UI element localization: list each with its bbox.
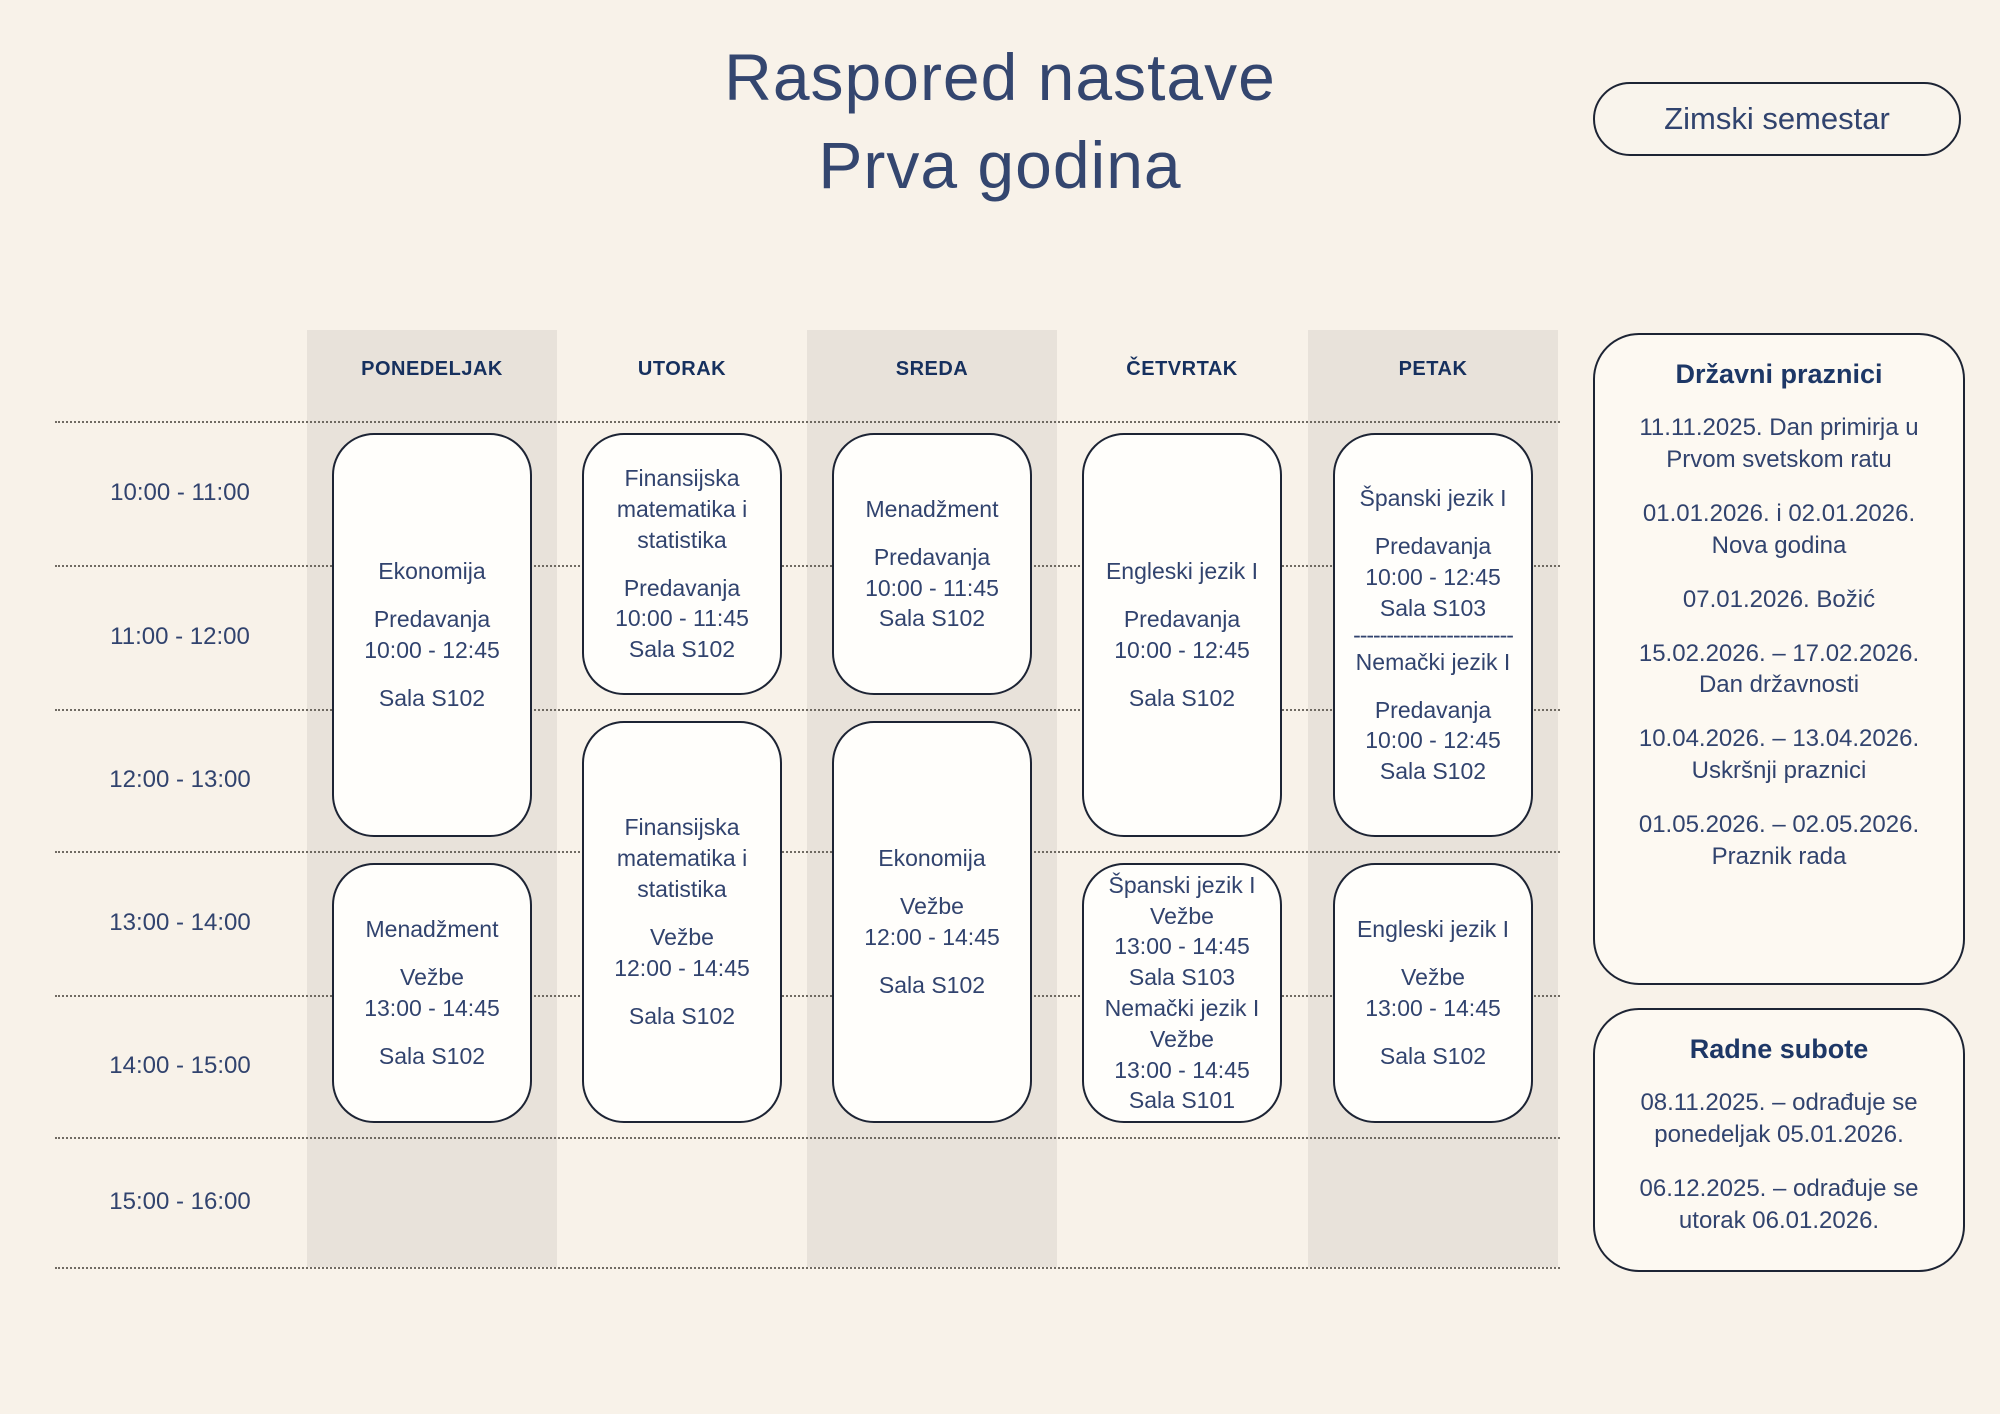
card-text-line: Sala S102: [1379, 758, 1487, 785]
grid-row-line: [55, 421, 1560, 423]
holiday-item: 07.01.2026. Božić: [1682, 585, 1876, 613]
class-card: [332, 433, 532, 837]
card-text-line: Sala S103: [1379, 594, 1487, 621]
page-title-line2: Prva godina: [818, 127, 1182, 202]
time-slot-label: 10:00 - 11:00: [110, 479, 250, 506]
class-card: [832, 433, 1032, 695]
card-text-line: Nemački jezik I: [1355, 648, 1511, 675]
page-title-line1: Raspored nastave: [724, 40, 1276, 114]
class-card: [1082, 863, 1282, 1123]
card-text-line: Ekonomija: [878, 845, 986, 872]
time-slot-label: 13:00 - 14:00: [109, 909, 251, 936]
card-text-line: Finansijska matematika i statistika: [616, 464, 748, 553]
card-text-line: Predavanja: [1374, 533, 1492, 560]
card-text-line: Sala S102: [628, 636, 736, 663]
class-card: [1333, 863, 1533, 1123]
class-card: [582, 721, 782, 1123]
card-text-line: 10:00 - 12:45: [1365, 563, 1501, 590]
card-text-line: Engleski jezik I: [1105, 558, 1259, 585]
card-text-line: Sala S102: [378, 1043, 486, 1070]
time-slot-label: 11:00 - 12:00: [110, 623, 250, 650]
card-text-line: 10:00 - 11:45: [865, 574, 999, 601]
card-text-line: Menadžment: [865, 495, 999, 522]
card-text-line: 10:00 - 12:45: [364, 637, 500, 663]
holiday-item: 01.05.2026. – 02.05.2026. Praznik rada: [1638, 811, 1920, 871]
card-text-line: Predavanja: [623, 574, 741, 601]
saturdays-panel-title: Radne subote: [1689, 1034, 1869, 1064]
card-text-line: Vežbe: [900, 893, 964, 920]
page-title: [400, 34, 1600, 210]
day-header-utorak: UTORAK: [637, 358, 727, 380]
day-header-četvrtak: ČETVRTAK: [1126, 358, 1238, 380]
holiday-item: 01.01.2026. i 02.01.2026. Nova godina: [1642, 499, 1916, 559]
holidays-panel: [1593, 333, 1965, 985]
time-slot-label: 12:00 - 13:00: [109, 766, 251, 793]
card-text-line: Vežbe: [650, 924, 714, 950]
card-text-line: 10:00 - 12:45: [1114, 637, 1250, 663]
card-text-line: 13:00 - 14:45: [1365, 995, 1501, 1021]
card-text-line: 10:00 - 12:45: [1365, 727, 1501, 754]
grid-row-line: [55, 1267, 1560, 1269]
card-text-line: 12:00 - 14:45: [614, 954, 750, 981]
card-text-line: 13:00 - 14:45: [1114, 933, 1250, 960]
card-text-line: Menadžment: [365, 916, 499, 943]
day-header-sreda: SREDA: [895, 358, 969, 380]
card-text-line: 12:00 - 14:45: [864, 924, 1000, 950]
class-card: [332, 863, 532, 1123]
holidays-panel-title: Državni praznici: [1675, 359, 1883, 389]
card-text-line: Finansijska matematika i statistika: [616, 814, 748, 902]
card-text-line: Vežbe: [1150, 902, 1214, 929]
card-text-line: Španski jezik I: [1108, 871, 1256, 898]
card-text-line: Španski jezik I: [1359, 485, 1507, 511]
saturdays-panel: [1593, 1008, 1965, 1272]
card-text-line: Sala S102: [1379, 1043, 1487, 1070]
card-text-line: Nemački jezik I: [1104, 995, 1260, 1021]
time-slot-label: 14:00 - 15:00: [109, 1052, 251, 1079]
holiday-item: 11.11.2025. Dan primirja u Prvom svetskom ratu: [1639, 414, 1919, 473]
card-text-line: Sala S102: [628, 1002, 736, 1029]
holidays-list: [1617, 412, 1941, 873]
card-text-line: Sala S101: [1128, 1087, 1236, 1114]
card-text-line: Vežbe: [400, 964, 464, 991]
saturday-item: 06.12.2025. – odrađuje se utorak 06.01.2026.: [1639, 1174, 1919, 1234]
card-text-line: Sala S102: [1128, 685, 1236, 712]
card-text-line: Sala S102: [878, 972, 986, 999]
card-text-line: Predavanja: [873, 543, 991, 570]
holiday-item: 10.04.2026. – 13.04.2026. Uskršnji praznici: [1638, 725, 1920, 785]
semester-badge[interactable]: Zimski semestar: [1593, 82, 1961, 156]
time-slot-label: 15:00 - 16:00: [109, 1188, 251, 1215]
card-text-line: Sala S103: [1128, 964, 1236, 991]
card-text-line: 10:00 - 11:45: [615, 605, 749, 632]
class-card: [582, 433, 782, 695]
card-text-line: 13:00 - 14:45: [1114, 1056, 1250, 1083]
card-text-line: Vežbe: [1401, 964, 1465, 991]
card-text-line: Predavanja: [373, 606, 491, 633]
class-card: [832, 721, 1032, 1123]
card-text-line: Vežbe: [1150, 1025, 1214, 1052]
saturdays-list: [1617, 1087, 1941, 1237]
day-header-ponedeljak: PONEDELJAK: [361, 358, 503, 380]
card-text-line: Ekonomija: [378, 558, 486, 585]
card-text-line: Engleski jezik I: [1356, 916, 1510, 943]
class-card: [1082, 433, 1282, 837]
class-card: [1333, 433, 1533, 837]
saturday-item: 08.11.2025. – odrađuje se ponedeljak 05.01.2026.: [1640, 1089, 1918, 1148]
card-text-line: Predavanja: [1123, 606, 1241, 633]
card-divider: ------------------------: [1353, 623, 1513, 647]
grid-row-line: [55, 851, 1560, 853]
card-text-line: Predavanja: [1374, 696, 1492, 723]
card-text-line: Sala S102: [878, 605, 986, 632]
grid-row-line: [55, 1137, 1560, 1139]
card-text-line: Sala S102: [378, 685, 486, 712]
holiday-item: 15.02.2026. – 17.02.2026. Dan državnosti: [1638, 639, 1920, 699]
day-header-petak: PETAK: [1398, 358, 1468, 380]
card-text-line: 13:00 - 14:45: [364, 995, 500, 1021]
